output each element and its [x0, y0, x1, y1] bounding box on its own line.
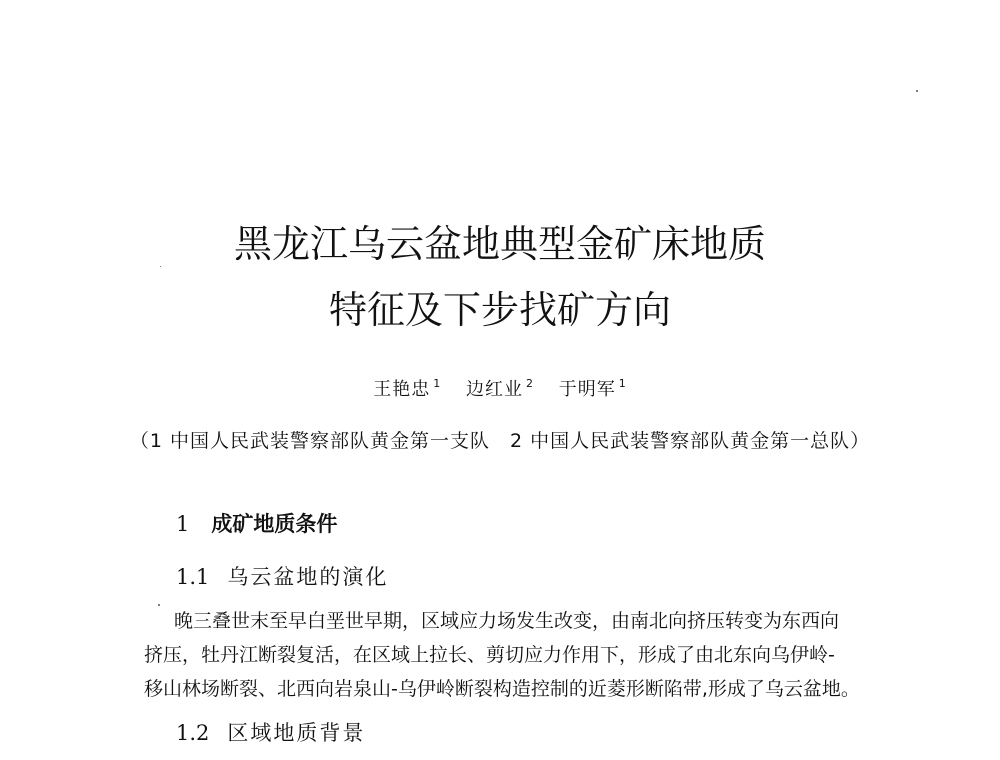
affiliation-marker: 1 — [618, 377, 627, 390]
subsection-heading-1-1 — [176, 561, 388, 591]
section-heading-1 — [176, 508, 337, 538]
subsection-number: 1.2 — [176, 721, 210, 745]
affiliation-marker: 2 — [526, 377, 534, 390]
scan-speck — [916, 90, 918, 92]
paragraph-line: 挤压，牡丹江断裂复活，在区域上拉长、剪切应力作用下，形成了由北东向乌伊岭- — [144, 644, 835, 666]
author-list — [0, 375, 1000, 401]
author — [559, 379, 627, 400]
author-name: 于明军 — [558, 379, 616, 400]
body-paragraph — [144, 604, 884, 706]
section-title: 成矿地质条件 — [211, 512, 338, 536]
scan-speck — [160, 266, 161, 267]
author — [466, 379, 534, 400]
author — [373, 379, 441, 400]
section-number: 1 — [176, 512, 190, 536]
subsection-title: 乌云盆地的演化 — [227, 565, 389, 589]
paper-title-line-2: 特征及下步找矿方向 — [328, 288, 671, 332]
paper-title-line-1: 黑龙江乌云盆地典型金矿床地质 — [233, 222, 766, 266]
affiliation-marker: 1 — [433, 377, 442, 390]
subsection-number: 1.1 — [176, 565, 210, 589]
author-name: 边红业 — [466, 379, 523, 400]
author-name: 王艳忠 — [373, 379, 431, 400]
subsection-heading-1-2 — [176, 717, 365, 747]
affiliation-line: （1 中国人民武装警察部队黄金第一支队 2 中国人民武装警察部队黄金第一总队） — [129, 430, 871, 452]
subsection-title: 区域地质背景 — [227, 721, 366, 745]
scan-speck — [158, 604, 160, 606]
paragraph-line: 移山林场断裂、北西向岩泉山-乌伊岭断裂构造控制的近菱形断陷带,形成了乌云盆地。 — [144, 678, 860, 700]
paragraph-line: 晚三叠世末至早白垩世早期，区域应力场发生改变，由南北向挤压转变为东西向 — [174, 610, 840, 632]
